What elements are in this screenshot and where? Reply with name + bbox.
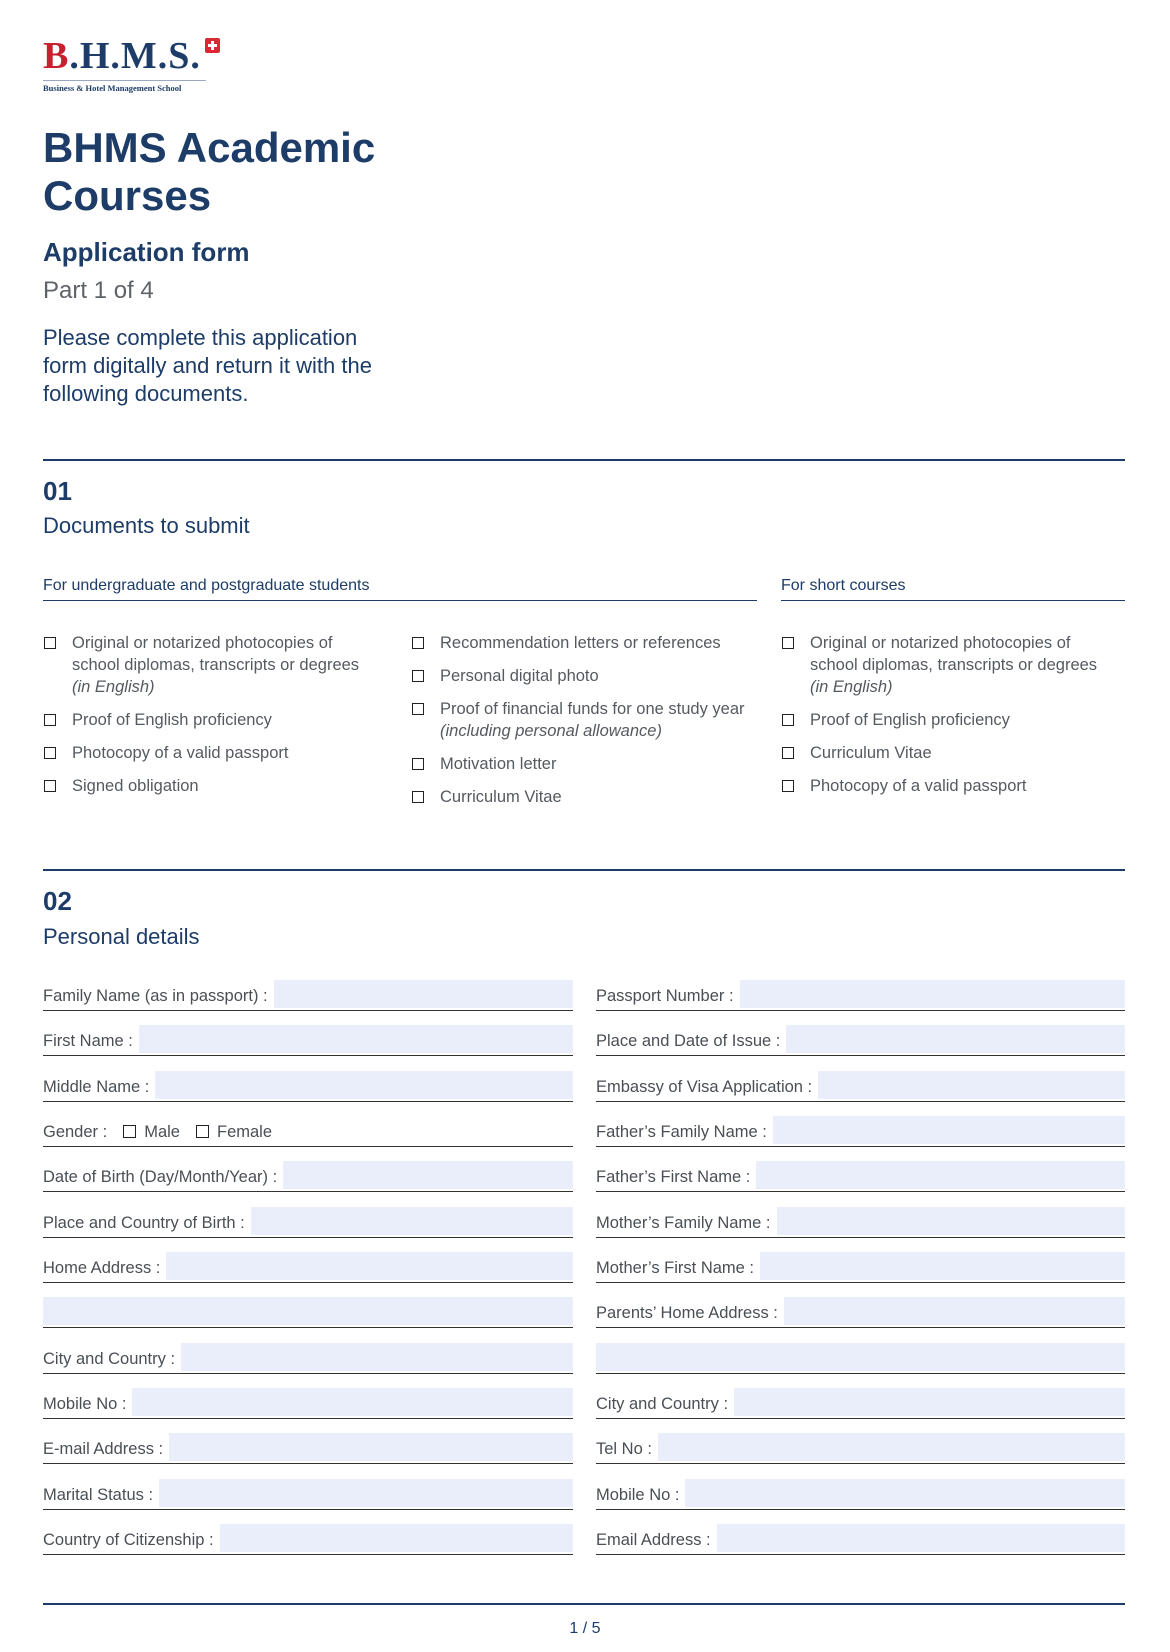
embassy-field	[596, 1071, 1125, 1102]
field-label: Gender :	[43, 1123, 108, 1141]
checkbox[interactable]	[44, 780, 56, 792]
parents-address-field	[596, 1297, 1125, 1328]
gender-group	[43, 1123, 278, 1146]
parents-city-country-field	[596, 1388, 1125, 1419]
middle-name-field	[43, 1071, 573, 1102]
dob-field	[43, 1161, 573, 1192]
middle-name-input[interactable]	[155, 1071, 573, 1099]
mother-family-name-field	[596, 1207, 1125, 1238]
field-label: Marital Status :	[43, 1486, 154, 1504]
field-label: Passport Number :	[596, 987, 734, 1005]
field-label: Mobile No :	[596, 1486, 680, 1504]
field-label: Tel No :	[596, 1440, 652, 1458]
field-label: Country of Citizenship :	[43, 1531, 214, 1549]
field-label: City and Country :	[43, 1350, 176, 1368]
tel-input[interactable]	[658, 1433, 1125, 1461]
place-date-issue-field	[596, 1025, 1125, 1056]
checkbox[interactable]	[412, 758, 424, 770]
mother-first-name-field	[596, 1252, 1125, 1283]
documents-list-col3	[781, 632, 1111, 808]
field-label: Mobile No :	[43, 1395, 127, 1413]
email-field	[43, 1433, 573, 1464]
father-family-name-field	[596, 1116, 1125, 1147]
home-address-line2-field	[43, 1297, 573, 1328]
short-courses-column-header: For short courses	[781, 577, 1125, 601]
mother-family-name-input[interactable]	[777, 1207, 1125, 1235]
section-title: Documents to submit	[43, 513, 250, 538]
citizenship-field	[43, 1524, 573, 1555]
document-item: Proof of English proficiency	[781, 709, 1111, 731]
home-address-line2-input[interactable]	[43, 1297, 573, 1325]
page-number: 1 / 5	[569, 1620, 601, 1637]
section-number: 01	[43, 476, 72, 506]
intro-text: Please complete this application form digitally and return it with the following documents.	[43, 325, 372, 406]
embassy-input[interactable]	[818, 1071, 1125, 1099]
family-name-input[interactable]	[274, 980, 573, 1008]
field-label: Home Address :	[43, 1259, 161, 1277]
document-item: Signed obligation	[43, 775, 373, 797]
logo-tagline: Business & Hotel Management School	[43, 80, 206, 93]
field-label: E-mail Address :	[43, 1440, 164, 1458]
field-label: Father’s First Name :	[596, 1168, 751, 1186]
place-of-birth-field	[43, 1207, 573, 1238]
section-divider	[43, 459, 1125, 461]
undergrad-column-header: For undergraduate and postgraduate students	[43, 577, 757, 601]
document-item: Curriculum Vitae	[781, 742, 1111, 764]
gender-field	[43, 1116, 573, 1147]
checkbox[interactable]	[782, 714, 794, 726]
field-label: Date of Birth (Day/Month/Year) :	[43, 1168, 278, 1186]
mother-first-name-input[interactable]	[760, 1252, 1125, 1280]
parents-mobile-input[interactable]	[685, 1479, 1125, 1507]
school-logo	[43, 36, 206, 93]
checkbox[interactable]	[412, 670, 424, 682]
city-country-field	[43, 1343, 573, 1374]
parents-email-field	[596, 1524, 1125, 1555]
parents-address-line2-input[interactable]	[596, 1343, 1125, 1371]
document-item: Photocopy of a valid passport	[43, 742, 373, 764]
first-name-input[interactable]	[139, 1025, 573, 1053]
city-country-input[interactable]	[181, 1343, 573, 1371]
documents-list-col1	[43, 632, 373, 808]
field-label: Parents’ Home Address :	[596, 1304, 778, 1322]
checkbox[interactable]	[412, 791, 424, 803]
place-of-birth-input[interactable]	[251, 1207, 573, 1235]
swiss-cross-icon	[205, 38, 220, 53]
field-label: Family Name (as in passport) :	[43, 987, 268, 1005]
document-item: Original or notarized photocopies of school diplomas, transcripts or degrees (in English)	[781, 632, 1111, 698]
field-label: Father’s Family Name :	[596, 1123, 767, 1141]
gender-male-checkbox[interactable]	[123, 1125, 136, 1138]
checkbox[interactable]	[412, 703, 424, 715]
first-name-field	[43, 1025, 573, 1056]
gender-female-label: Female	[216, 1123, 273, 1141]
form-subtitle: Application form	[43, 237, 250, 267]
section-divider	[43, 869, 1125, 871]
email-input[interactable]	[169, 1433, 573, 1461]
document-item: Curriculum Vitae	[411, 786, 756, 808]
field-label: Middle Name :	[43, 1078, 150, 1096]
field-label: City and Country :	[596, 1395, 729, 1413]
checkbox[interactable]	[44, 714, 56, 726]
form-part-indicator: Part 1 of 4	[43, 277, 154, 304]
section-number: 02	[43, 886, 72, 916]
passport-number-input[interactable]	[740, 980, 1125, 1008]
field-label: Place and Country of Birth :	[43, 1214, 245, 1232]
tel-field	[596, 1433, 1125, 1464]
place-date-issue-input[interactable]	[786, 1025, 1125, 1053]
document-item: Proof of English proficiency	[43, 709, 373, 731]
citizenship-input[interactable]	[220, 1524, 573, 1552]
document-item: Original or notarized photocopies of school diplomas, transcripts or degrees (in English)	[43, 632, 373, 698]
field-label: Embassy of Visa Application :	[596, 1078, 813, 1096]
document-item: Proof of financial funds for one study year (including personal allowance)	[411, 698, 756, 742]
gender-male-label: Male	[144, 1123, 180, 1141]
dob-input[interactable]	[283, 1161, 573, 1189]
parents-city-country-input[interactable]	[734, 1388, 1125, 1416]
footer-divider	[43, 1603, 1125, 1605]
page-title: BHMS Academic Courses	[43, 124, 376, 219]
logo-wordmark: B.H.M.S.	[43, 35, 201, 77]
mobile-field	[43, 1388, 573, 1419]
parents-email-input[interactable]	[717, 1524, 1125, 1552]
passport-number-field	[596, 980, 1125, 1011]
document-item: Photocopy of a valid passport	[781, 775, 1111, 797]
document-item: Recommendation letters or references	[411, 632, 756, 654]
marital-status-input[interactable]	[159, 1479, 573, 1507]
parents-address-input[interactable]	[784, 1297, 1125, 1325]
home-address-input[interactable]	[166, 1252, 573, 1280]
checkbox[interactable]	[44, 637, 56, 649]
checkbox[interactable]	[412, 637, 424, 649]
marital-status-field	[43, 1479, 573, 1510]
checkbox[interactable]	[782, 637, 794, 649]
gender-female-checkbox[interactable]	[196, 1125, 209, 1138]
field-label: Email Address :	[596, 1531, 711, 1549]
section-title: Personal details	[43, 924, 200, 949]
field-label: Mother’s Family Name :	[596, 1214, 771, 1232]
checkbox[interactable]	[782, 747, 794, 759]
document-item: Motivation letter	[411, 753, 756, 775]
father-first-name-input[interactable]	[756, 1161, 1125, 1189]
field-label: Place and Date of Issue :	[596, 1032, 781, 1050]
documents-list-col2	[411, 632, 756, 819]
father-family-name-input[interactable]	[773, 1116, 1125, 1144]
mobile-input[interactable]	[132, 1388, 573, 1416]
home-address-field	[43, 1252, 573, 1283]
field-label: Mother’s First Name :	[596, 1259, 755, 1277]
document-item: Personal digital photo	[411, 665, 756, 687]
checkbox[interactable]	[782, 780, 794, 792]
field-label: First Name :	[43, 1032, 133, 1050]
checkbox[interactable]	[44, 747, 56, 759]
parents-address-line2-field	[596, 1343, 1125, 1374]
parents-mobile-field	[596, 1479, 1125, 1510]
family-name-field	[43, 980, 573, 1011]
father-first-name-field	[596, 1161, 1125, 1192]
